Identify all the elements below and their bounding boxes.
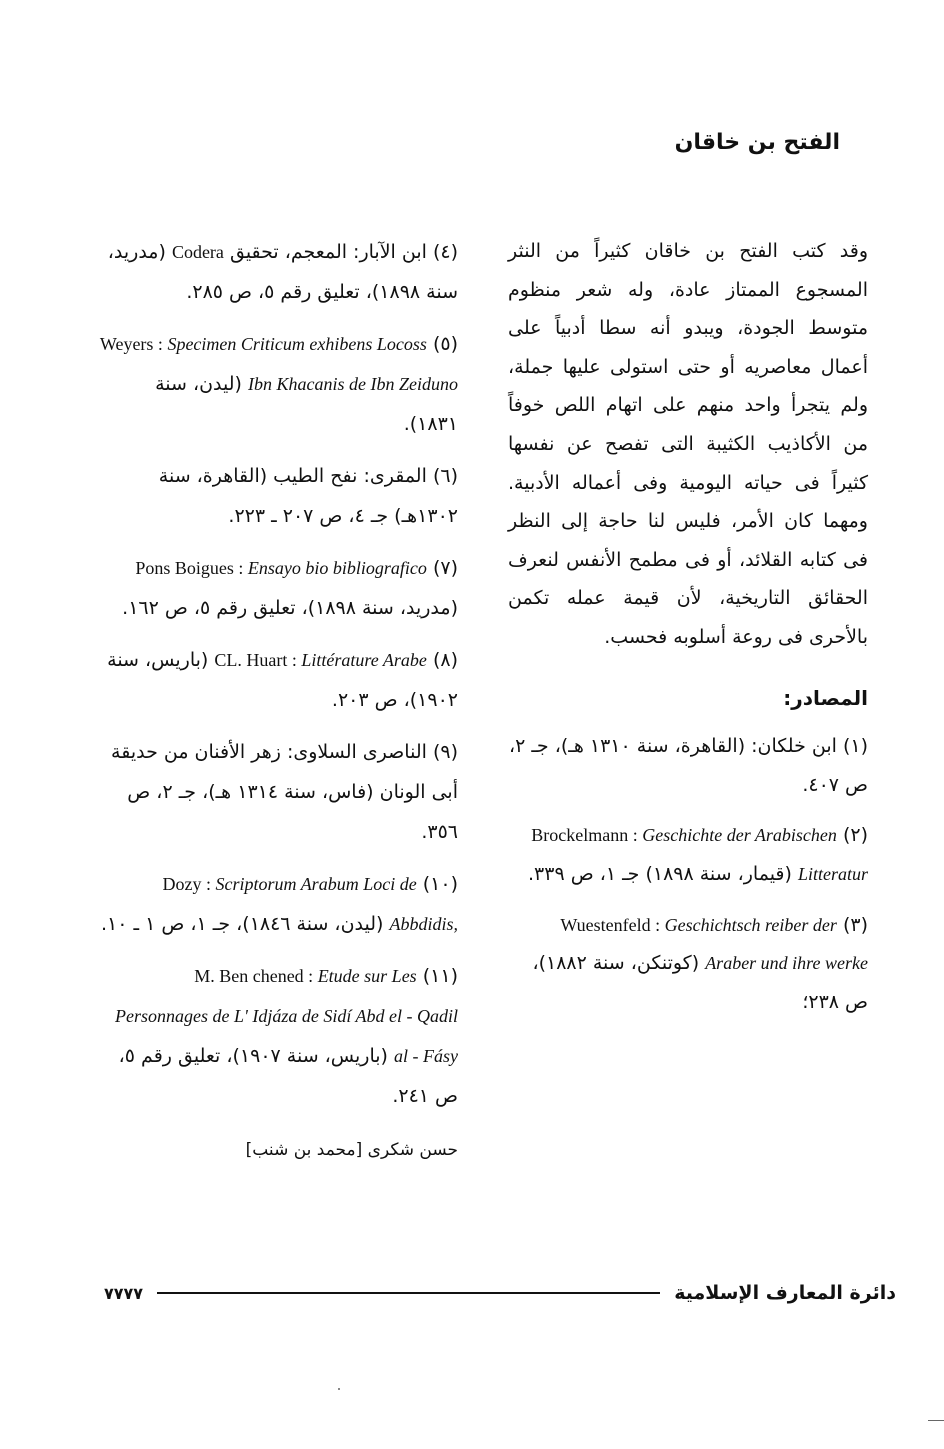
reference-latin-title: Geschichte der Arabischen Litteratur bbox=[642, 825, 868, 884]
reference-latin-title: Ensayo bio bibliografico bbox=[247, 558, 427, 578]
source-reference bbox=[508, 816, 868, 893]
scan-edge-mark bbox=[928, 1420, 944, 1421]
sources-heading: المصادر: bbox=[783, 685, 868, 710]
reference-number: (٧) bbox=[432, 557, 458, 579]
reference-latin bbox=[100, 334, 458, 394]
source-reference bbox=[98, 456, 458, 536]
reference-text: (باريس، سنة ١٩٠٧)، تعليق رقم ٥، ص ٢٤١. bbox=[118, 1045, 458, 1107]
footer-rule bbox=[157, 1292, 660, 1294]
left-column bbox=[98, 232, 458, 1170]
reference-latin-author: Wuestenfeld : bbox=[560, 914, 665, 935]
reference-latin-author: Pons Boigues : bbox=[135, 558, 248, 578]
reference-number: (٨) bbox=[432, 649, 458, 671]
footer-page-number: ٧٧٧٧ bbox=[104, 1283, 144, 1303]
reference-number: (١) bbox=[842, 735, 868, 758]
reference-text: المقرى: نفح الطيب (القاهرة، سنة ١٣٠٢هـ) جـ ٤، ص ٢٠٧ ـ ٢٢٣. bbox=[158, 465, 458, 527]
running-head: الفتح بن خاقان bbox=[674, 130, 840, 155]
right-column bbox=[508, 232, 868, 1033]
source-reference bbox=[98, 548, 458, 628]
source-reference bbox=[98, 864, 458, 944]
sources-list-right bbox=[508, 727, 868, 1021]
source-reference bbox=[508, 906, 868, 1022]
reference-number: (١٠) bbox=[422, 873, 458, 895]
reference-text: الناصرى السلاوى: زهر الأفنان من حديقة أبى الونان (فاس، سنة ١٣١٤ هـ)، جـ ٢، ص ٣٥٦. bbox=[111, 741, 458, 843]
reference-text: (قيمار، سنة ١٨٩٨) جـ ١، ص ٣٣٩. bbox=[527, 862, 792, 885]
reference-text: ابن الآبار: المعجم، تحقيق bbox=[229, 241, 427, 263]
reference-latin-author: Codera bbox=[171, 242, 224, 262]
reference-latin-author: CL. Huart : bbox=[214, 650, 302, 670]
reference-text: (ليدن، سنة ١٨٤٦)، جـ ١، ص ١ ـ ١٠. bbox=[101, 913, 384, 935]
reference-latin-author: Brockelmann : bbox=[531, 825, 643, 846]
reference-text: ابن خلكان: (القاهرة، سنة ١٣١٠ هـ)، جـ ٢، ص ٤٠٧. bbox=[508, 735, 868, 796]
reference-latin-title: Specimen Criticum exhibens Locoss Ibn Khacanis de Ibn Zeiduno bbox=[167, 334, 458, 394]
reference-number: (١١) bbox=[422, 965, 458, 987]
reference-latin-title: Littérature Arabe bbox=[301, 650, 427, 670]
reference-number: (٩) bbox=[432, 741, 458, 763]
reference-latin-author: Dozy : bbox=[162, 874, 216, 894]
reference-latin-title: Geschichtsch reiber der Araber und ihre werke bbox=[664, 914, 868, 974]
reference-text: (كوتنكن، سنة ١٨٨٢)، ص ٢٣٨؛ bbox=[532, 952, 868, 1013]
sources-list-left bbox=[98, 232, 458, 1116]
reference-number: (٤) bbox=[432, 241, 458, 263]
scan-speck bbox=[338, 1388, 340, 1390]
reference-latin bbox=[172, 242, 224, 262]
reference-latin bbox=[135, 558, 427, 578]
reference-latin-title: Scriptorum Arabum Loci de Abbdidis, bbox=[215, 874, 458, 934]
reference-latin-author: M. Ben chened : bbox=[194, 966, 318, 986]
source-reference bbox=[98, 956, 458, 1116]
reference-text: (باريس، سنة ١٩٠٢)، ص ٢٠٣. bbox=[107, 649, 458, 711]
reference-latin-author: Weyers : bbox=[99, 334, 168, 354]
reference-number: (٥) bbox=[432, 333, 458, 355]
source-reference bbox=[98, 232, 458, 312]
source-reference bbox=[98, 732, 458, 852]
source-reference bbox=[98, 324, 458, 444]
reference-number: (٢) bbox=[842, 824, 868, 847]
reference-number: (٦) bbox=[432, 465, 458, 487]
article-author: حسن شكرى [محمد بن شنب] bbox=[245, 1140, 458, 1160]
page-footer bbox=[104, 1278, 896, 1308]
reference-text-continued: (مدريد، سنة ١٨٩٨)، تعليق رقم ٥، ص ٢٨٥. bbox=[107, 241, 458, 303]
reference-latin-title: Etude sur Les Personnages de L' Idjáza de Sidí Abd el - Qadil al - Fásy bbox=[115, 966, 458, 1066]
source-reference bbox=[508, 727, 868, 804]
reference-latin bbox=[214, 650, 427, 670]
source-reference bbox=[98, 640, 458, 720]
reference-text: (مدريد، سنة ١٨٩٨)، تعليق رقم ٥، ص ١٦٢. bbox=[122, 597, 458, 619]
body-paragraph: وقد كتب الفتح بن خاقان كثيراً من النثر المسجوع الممتاز عادة، وله شعر منظوم متوسط الجودة، ويبدو أنه سطا أدبياً على أعمال معاصريه أو حتى استولى عليها جملة، ولم يتجرأ واحد منهم على اتهام اللص خوفاً من الأكاذيب الكثيبة التى تفصح عن نفسها كثيراً فى حياته اليومية وفى أعماله الأدبية. ومهما كان الأمر، فليس لنا حاجة إلى النظر فى كتابه القلائد، أو فى مطمح الأنفس لنعرف الحقائق التاريخية، لأن قيمة عمله تكمن بالأحرى فى روعة أسلوبه فحسب. bbox=[508, 240, 868, 648]
reference-text: (ليدن، سنة ١٨٣١). bbox=[155, 373, 458, 435]
footer-journal-title: دائرة المعارف الإسلامية bbox=[674, 1282, 896, 1304]
reference-number: (٣) bbox=[842, 913, 868, 936]
